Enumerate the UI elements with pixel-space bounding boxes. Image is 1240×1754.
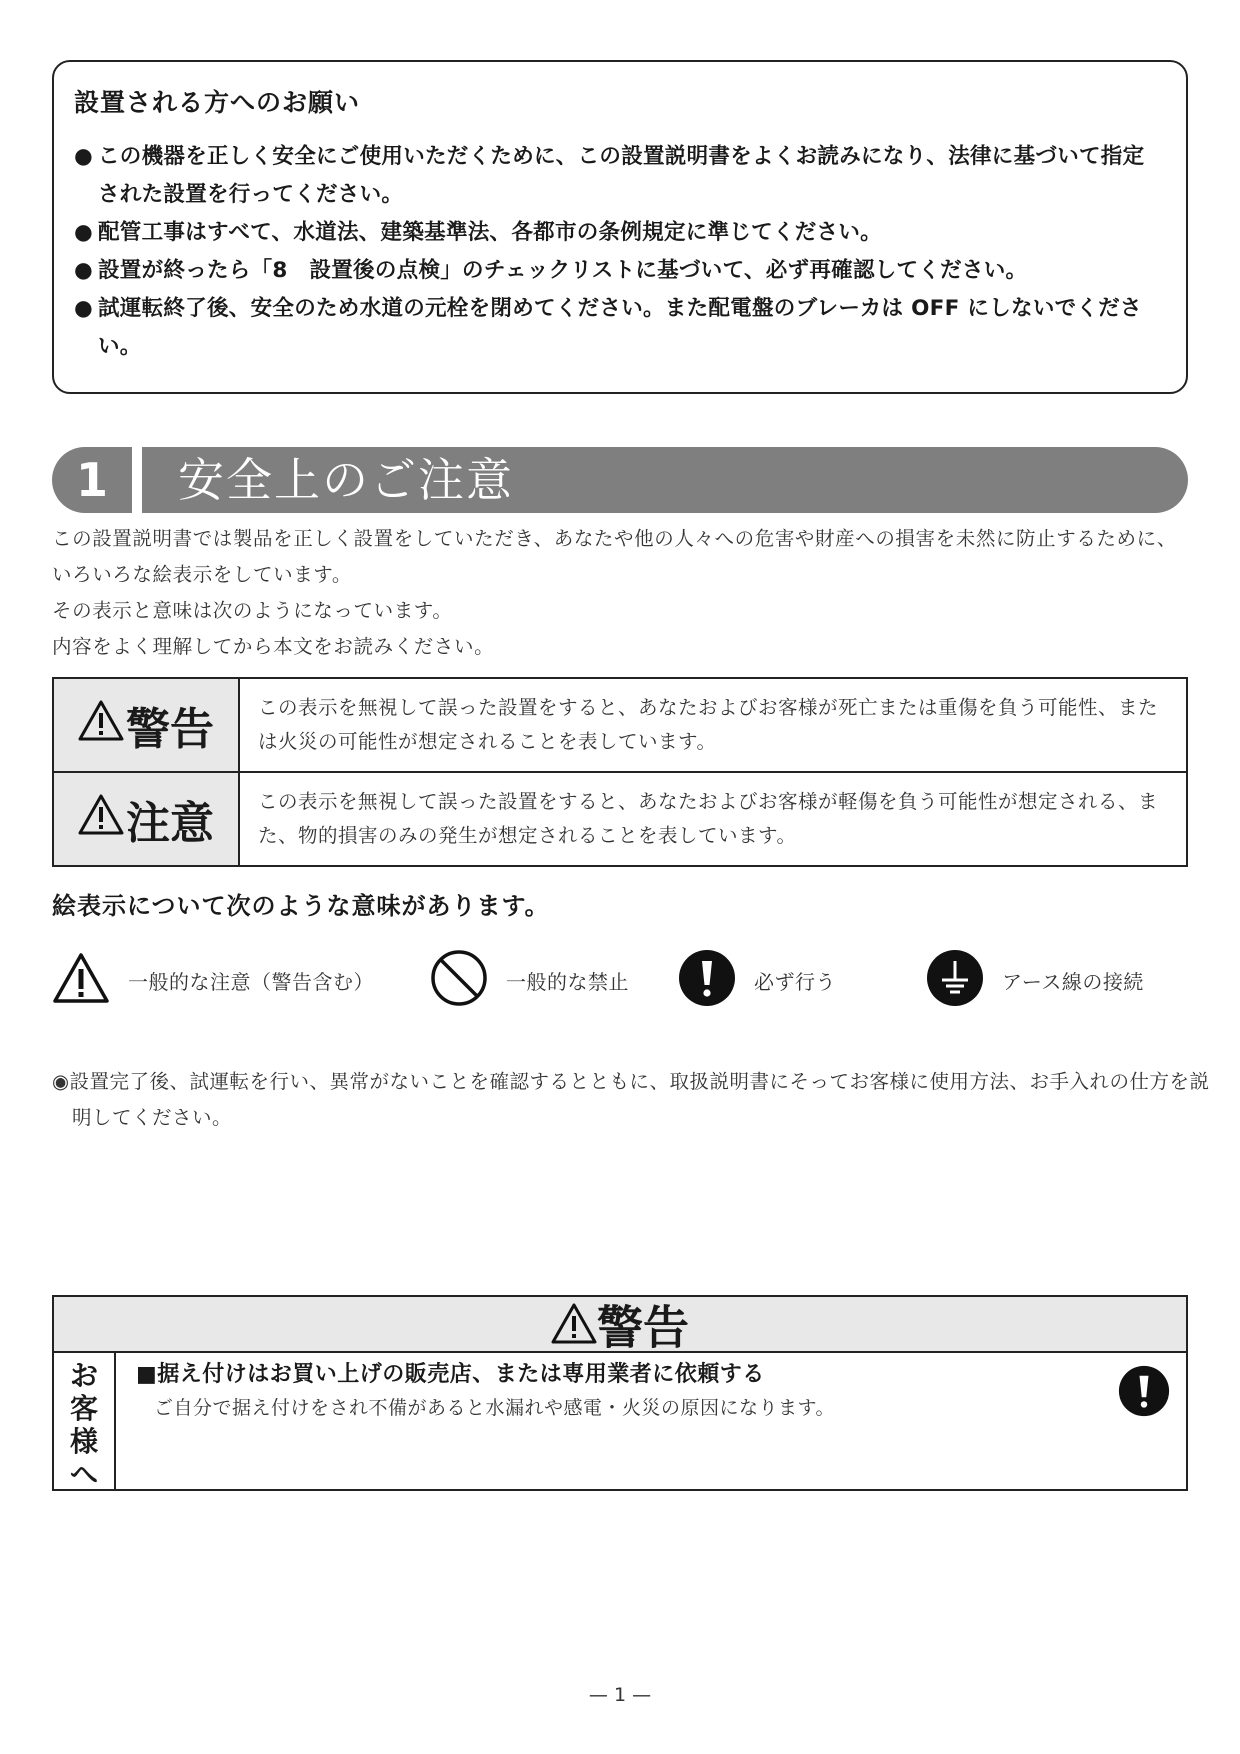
signal-label-warning: 警告	[53, 678, 239, 772]
section-title: 安全上のご注意	[178, 453, 514, 507]
warning-text: ご自分で据え付けをされ不備があると水漏れや感電・火災の原因になります。	[154, 1397, 835, 1419]
note-mark: ◉	[52, 1070, 70, 1093]
signal-label-caution: 注意	[53, 772, 239, 866]
warning-box-header: 警告	[54, 1297, 1186, 1353]
symbols-heading: 絵表示について次のような意味があります。	[52, 892, 550, 920]
post-install-note	[52, 1064, 1212, 1136]
intro-line: 内容をよく理解してから本文をお読みください。	[52, 635, 495, 658]
symbol-label: 必ず行う	[754, 969, 836, 994]
symbol-legend	[52, 950, 1192, 1010]
warning-box	[52, 1295, 1188, 1491]
symbol-item	[678, 950, 836, 1010]
request-item: ● 試運転終了後、安全のため水道の元栓を閉めてください。また配電盤のブレーカは OFF にしないでください。	[74, 296, 1142, 359]
intro-line: その表示と意味は次のようになっています。	[52, 599, 453, 622]
intro-line: この設置説明書では製品を正しく設置をしていただき、あなたや他の人々への危害や財産への損害を未然に防止するために、いろいろな絵表示をしています。	[52, 527, 1177, 586]
ground-icon	[926, 949, 984, 1011]
warning-triangle-icon	[551, 1301, 597, 1355]
request-item: ● この機器を正しく安全にご使用いただくために、この設置説明書をよくお読みになり、法律に基づいて指定された設置を行ってください。	[74, 144, 1145, 207]
section-header	[52, 447, 1188, 513]
warning-triangle-icon	[52, 951, 110, 1009]
section-separator	[132, 447, 142, 513]
warning-triangle-icon	[78, 793, 124, 846]
request-item: ● 配管工事はすべて、水道法、建築基準法、各都市の条例規定に準じてください。	[74, 220, 882, 245]
symbol-label: 一般的な禁止	[506, 969, 629, 994]
note-text: 設置完了後、試運転を行い、異常がないことを確認するとともに、取扱説明書にそってお客様に使用方法、お手入れの仕方を説明してください。	[69, 1070, 1210, 1129]
warning-title: ■据え付けはお買い上げの販売店、または専用業者に依頼する	[136, 1362, 765, 1387]
signal-word-table	[52, 677, 1188, 867]
prohibition-icon	[430, 949, 488, 1011]
section-number: 1	[75, 453, 108, 507]
mandatory-exclamation-icon	[1118, 1365, 1170, 1421]
mandatory-exclamation-icon	[678, 949, 736, 1011]
request-item: ● 設置が終ったら「8 設置後の点検」のチェックリストに基づいて、必ず再確認してください。	[74, 258, 1028, 283]
request-title: 設置される方へのお願い	[74, 88, 361, 117]
symbol-item	[926, 950, 1144, 1010]
warning-side-label: お 客 様 へ	[54, 1353, 116, 1489]
installer-request-box	[52, 60, 1188, 394]
signal-description-warning: この表示を無視して誤った設置をすると、あなたおよびお客様が死亡または重傷を負う可能性、または火災の可能性が想定されることを表しています。	[239, 678, 1187, 772]
warning-content	[136, 1359, 1096, 1425]
intro-text	[52, 521, 1192, 665]
signal-description-caution: この表示を無視して誤った設置をすると、あなたおよびお客様が軽傷を負う可能性が想定される、また、物的損害のみの発生が想定されることを表しています。	[239, 772, 1187, 866]
symbol-label: 一般的な注意（警告含む）	[128, 969, 374, 994]
symbol-item	[52, 950, 374, 1010]
symbol-item	[430, 950, 629, 1010]
page-number: — 1 —	[588, 1684, 652, 1706]
signal-row-caution	[53, 772, 1187, 866]
signal-row-warning	[53, 678, 1187, 772]
symbol-label: アース線の接続	[1002, 969, 1144, 994]
warning-triangle-icon	[78, 699, 124, 752]
